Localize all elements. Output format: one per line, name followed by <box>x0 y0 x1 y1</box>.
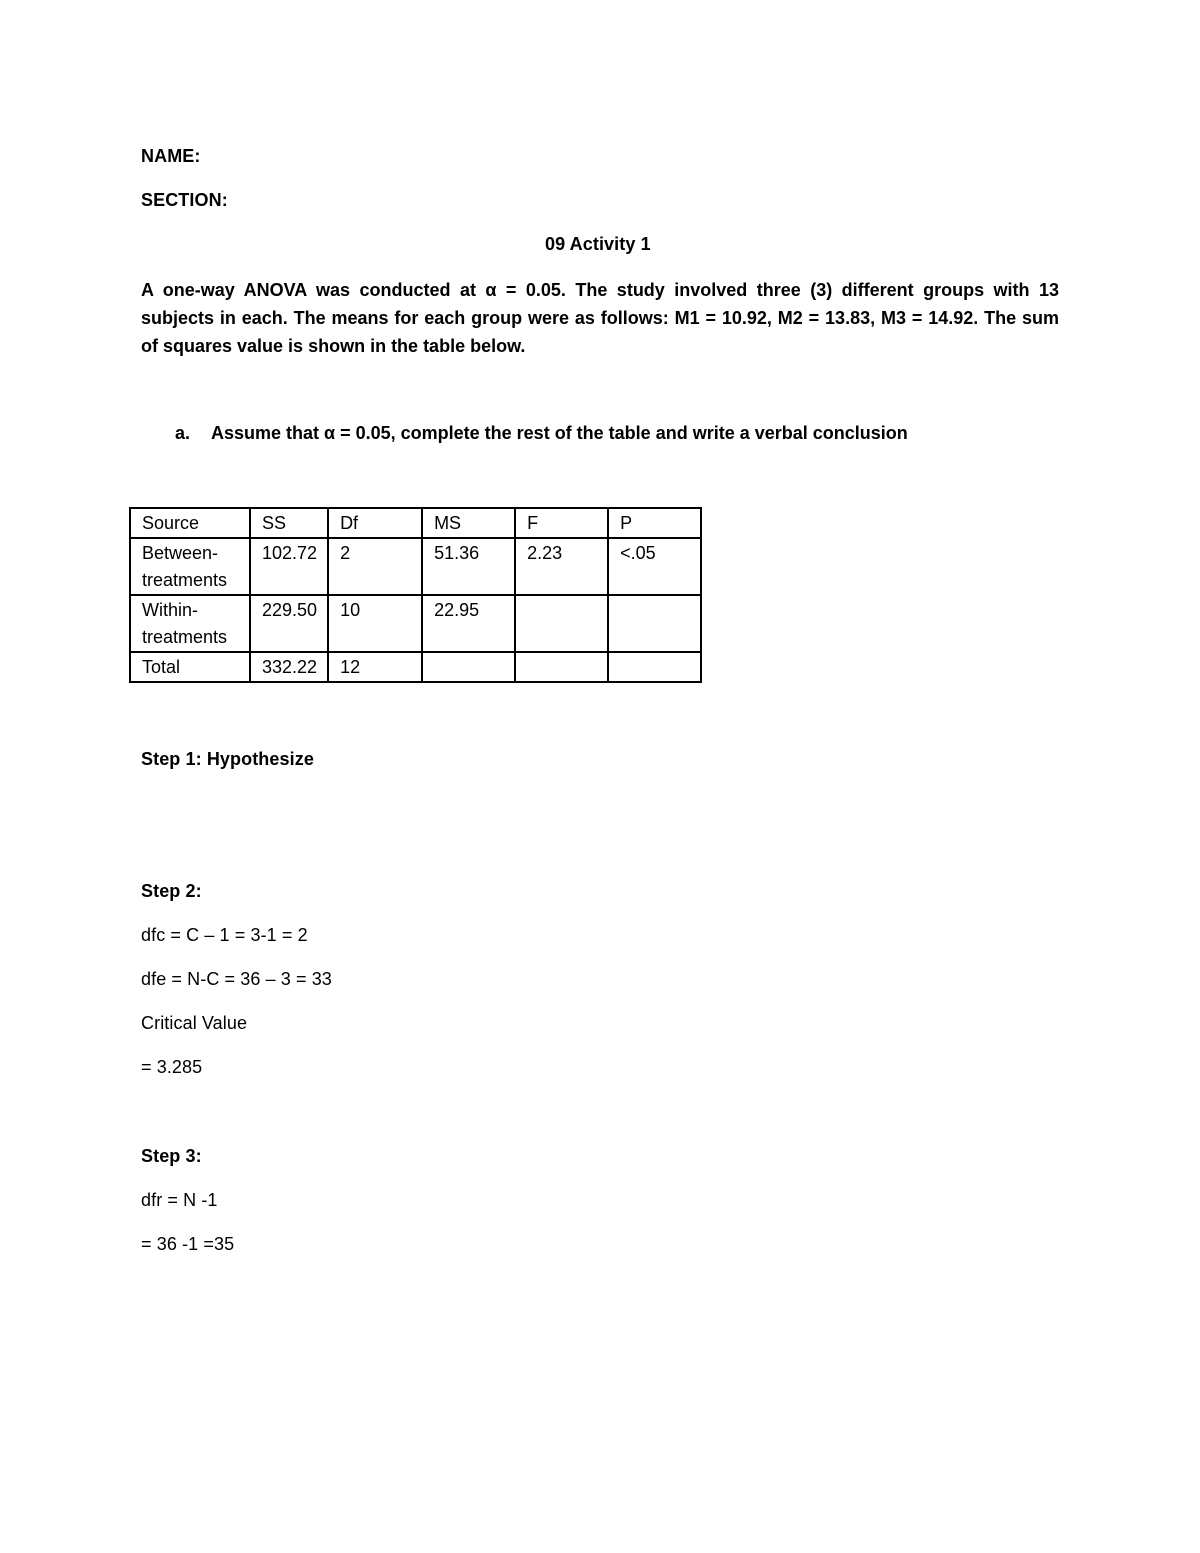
table-cell: 102.72 <box>250 538 328 595</box>
table-cell: 332.22 <box>250 652 328 682</box>
table-cell: 51.36 <box>422 538 515 595</box>
table-cell: 12 <box>328 652 422 682</box>
header-cell-f: F <box>515 508 608 538</box>
table-cell: 10 <box>328 595 422 652</box>
table-row-between <box>130 538 701 595</box>
table-cell <box>608 652 701 682</box>
table-cell: Total <box>130 652 250 682</box>
table-row-total <box>130 652 701 682</box>
table-cell: Within-treatments <box>130 595 250 652</box>
table-header-row <box>130 508 701 538</box>
table-cell: 2.23 <box>515 538 608 595</box>
section-label: SECTION: <box>141 190 228 210</box>
question-letter: a. <box>175 423 191 443</box>
table-cell: 22.95 <box>422 595 515 652</box>
step3-title: Step 3: <box>141 1146 202 1166</box>
document-title: 09 Activity 1 <box>545 234 651 254</box>
header-cell-ss: SS <box>250 508 328 538</box>
header-cell-source: Source <box>130 508 250 538</box>
table-cell <box>608 595 701 652</box>
table-cell: <.05 <box>608 538 701 595</box>
intro-paragraph: A one-way ANOVA was conducted at α = 0.05. The study involved three (3) different groups with 13 subjects in each. The means for each group were as follows: M1 = 10.92, M2 = 13.83, M3 = 14.92. The sum of squares value is shown in the table below. <box>141 280 1059 356</box>
table-cell: Between-treatments <box>130 538 250 595</box>
header-cell-df: Df <box>328 508 422 538</box>
step2-title: Step 2: <box>141 881 202 901</box>
step2-line: dfe = N-C = 36 – 3 = 33 <box>141 969 332 989</box>
question-text: Assume that α = 0.05, complete the rest of the table and write a verbal conclusion <box>211 423 908 443</box>
header-cell-p: P <box>608 508 701 538</box>
table-cell <box>422 652 515 682</box>
table-cell: 229.50 <box>250 595 328 652</box>
table-cell <box>515 595 608 652</box>
step3-line: = 36 -1 =35 <box>141 1234 235 1254</box>
table-row-within <box>130 595 701 652</box>
step3-line: dfr = N -1 <box>141 1190 218 1210</box>
step2-line: = 3.285 <box>141 1057 203 1077</box>
table-cell <box>515 652 608 682</box>
anova-table <box>129 507 702 683</box>
step2-line: dfc = C – 1 = 3-1 = 2 <box>141 925 308 945</box>
step2-line: Critical Value <box>141 1013 248 1033</box>
name-label: NAME: <box>141 146 201 166</box>
step1-title: Step 1: Hypothesize <box>141 749 314 769</box>
header-cell-ms: MS <box>422 508 515 538</box>
table-cell: 2 <box>328 538 422 595</box>
